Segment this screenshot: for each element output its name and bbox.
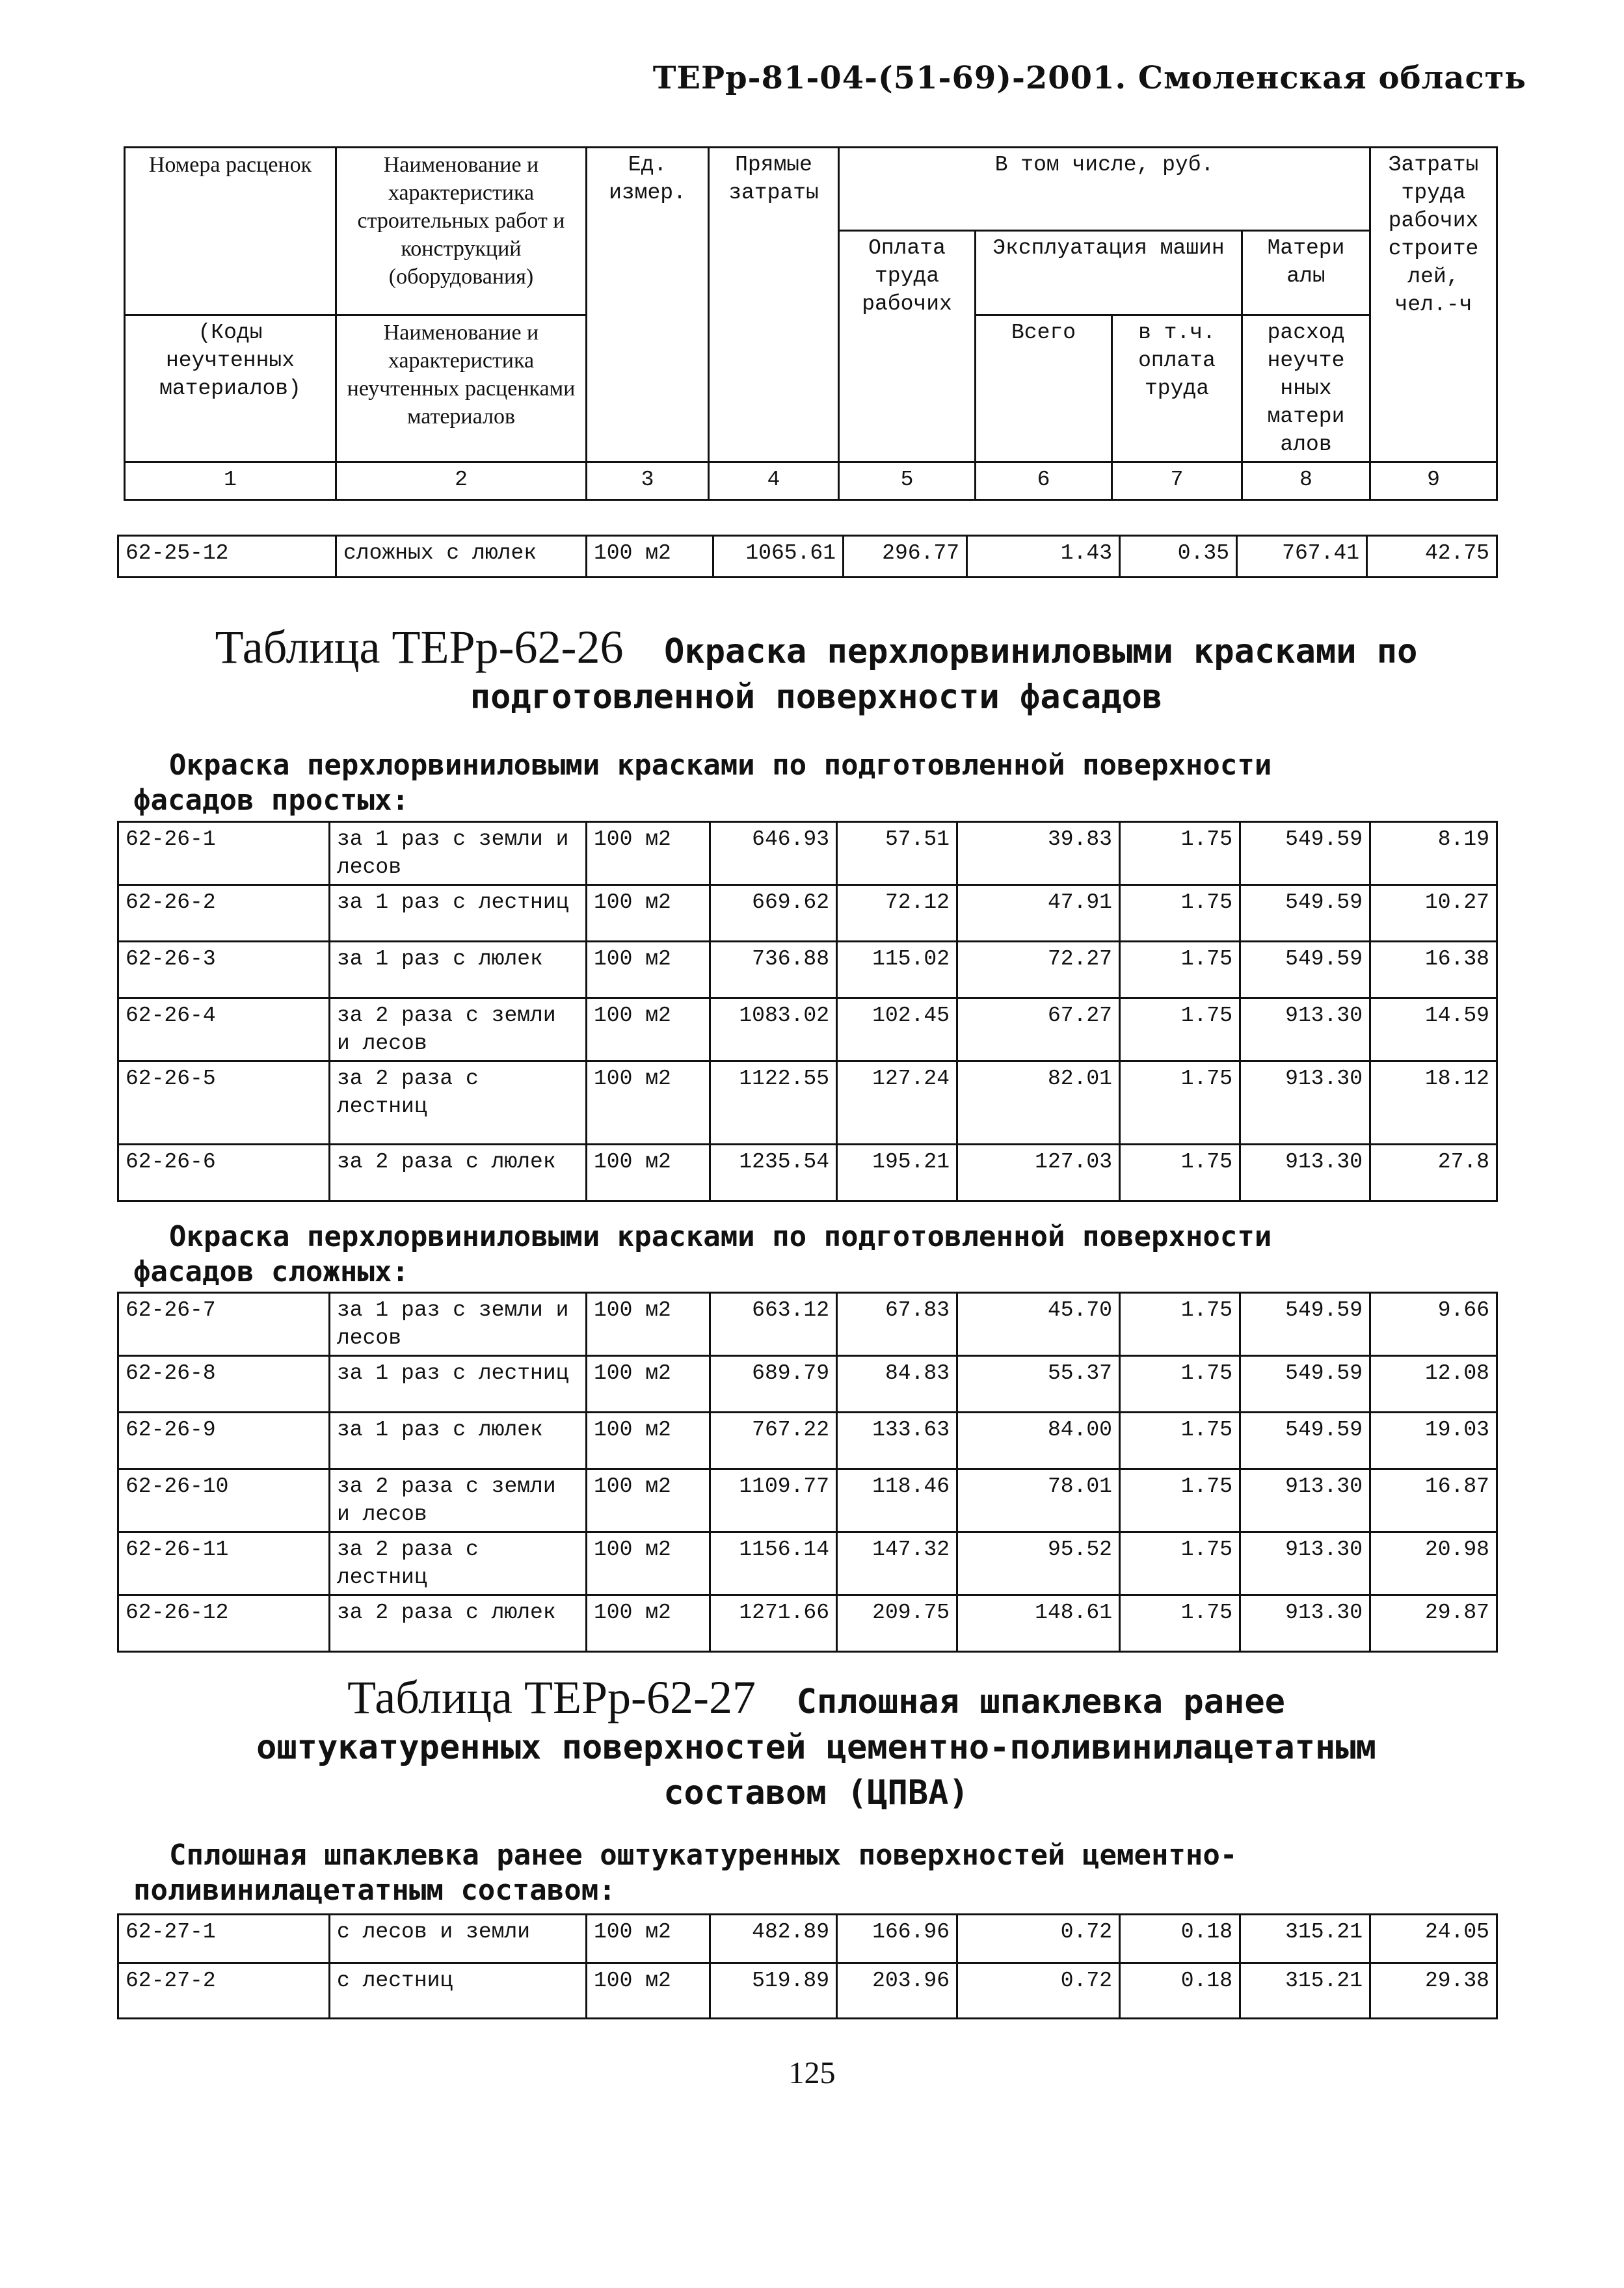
materials: 913.30 bbox=[1240, 998, 1370, 1061]
table-62-26-label: Таблица ТЕРр-62-26 bbox=[215, 621, 624, 673]
materials: 913.30 bbox=[1240, 1595, 1370, 1652]
machines-labor: 1.75 bbox=[1120, 1595, 1240, 1652]
labor-pay: 102.45 bbox=[837, 998, 957, 1061]
work-name: с лестниц bbox=[330, 1963, 587, 2019]
direct-costs: 1083.02 bbox=[710, 998, 837, 1061]
col2-bottom-header: Наименование и характеристика неучтенных расценками материалов bbox=[336, 315, 587, 462]
machines-labor: 1.75 bbox=[1120, 1293, 1240, 1356]
materials: 913.30 bbox=[1240, 1469, 1370, 1532]
column-number: 1 bbox=[125, 462, 336, 500]
labor-pay: 166.96 bbox=[837, 1915, 957, 1963]
labor-hours: 19.03 bbox=[1370, 1413, 1497, 1469]
table-62-26-heading bbox=[117, 621, 1515, 720]
machines-labor: 1.75 bbox=[1120, 1356, 1240, 1413]
direct-costs-header: Прямые затраты bbox=[709, 148, 839, 462]
machines-labor: 0.18 bbox=[1120, 1963, 1240, 2019]
machines-total: 55.37 bbox=[957, 1356, 1120, 1413]
table-62-27-heading bbox=[117, 1671, 1515, 1816]
rate-code: 62-26-3 bbox=[118, 942, 330, 998]
table-62-27-title-2: оштукатуренных поверхностей цементно-поливинилацетатным bbox=[256, 1728, 1376, 1767]
unit-header: Ед. измер. bbox=[587, 148, 709, 462]
machines-total: 39.83 bbox=[957, 822, 1120, 885]
direct-costs: 663.12 bbox=[710, 1293, 837, 1356]
column-header-table bbox=[124, 146, 1498, 501]
unit: 100 м2 bbox=[587, 1145, 710, 1201]
work-name: за 2 раза с лестниц bbox=[330, 1061, 587, 1145]
materials: 549.59 bbox=[1240, 822, 1370, 885]
labor-pay: 127.24 bbox=[837, 1061, 957, 1145]
unit: 100 м2 bbox=[587, 822, 710, 885]
putty-subtitle bbox=[117, 1838, 1515, 1908]
direct-costs: 689.79 bbox=[710, 1356, 837, 1413]
rate-code: 62-26-6 bbox=[118, 1145, 330, 1201]
machines-labor: 1.75 bbox=[1120, 998, 1240, 1061]
machines-header: Эксплуатация машин bbox=[976, 231, 1242, 315]
direct-costs: 519.89 bbox=[710, 1963, 837, 2019]
labor-pay: 67.83 bbox=[837, 1293, 957, 1356]
table-row bbox=[118, 1061, 1497, 1145]
table-row bbox=[118, 1532, 1497, 1595]
unit: 100 м2 bbox=[587, 1293, 710, 1356]
labor-hours: 42.75 bbox=[1367, 536, 1497, 578]
table-row bbox=[118, 822, 1497, 885]
unit: 100 м2 bbox=[587, 1061, 710, 1145]
column-number: 9 bbox=[1370, 462, 1497, 500]
labor-hours: 27.8 bbox=[1370, 1145, 1497, 1201]
direct-costs: 1122.55 bbox=[710, 1061, 837, 1145]
machines-total: 1.43 bbox=[967, 536, 1120, 578]
labor-pay: 84.83 bbox=[837, 1356, 957, 1413]
labor-pay: 115.02 bbox=[837, 942, 957, 998]
table-row bbox=[118, 1293, 1497, 1356]
work-name: за 1 раз с люлек bbox=[330, 1413, 587, 1469]
table-62-26-title-1: Окраска перхлорвиниловыми красками по bbox=[664, 632, 1418, 671]
col2-top-header: Наименование и характеристика строительных работ и конструкций (оборудования) bbox=[336, 148, 587, 315]
machines-labor: 0.18 bbox=[1120, 1915, 1240, 1963]
machines-labor: 1.75 bbox=[1120, 1532, 1240, 1595]
table-row bbox=[118, 1145, 1497, 1201]
table-row bbox=[118, 885, 1497, 942]
materials: 549.59 bbox=[1240, 1356, 1370, 1413]
labor-hours: 16.87 bbox=[1370, 1469, 1497, 1532]
direct-costs: 1271.66 bbox=[710, 1595, 837, 1652]
direct-costs: 767.22 bbox=[710, 1413, 837, 1469]
machines-labor: 1.75 bbox=[1120, 1469, 1240, 1532]
continuation-row-table bbox=[117, 535, 1498, 578]
rate-code: 62-26-1 bbox=[118, 822, 330, 885]
labor-hours: 29.38 bbox=[1370, 1963, 1497, 2019]
materials: 767.41 bbox=[1237, 536, 1367, 578]
labor-hours: 9.66 bbox=[1370, 1293, 1497, 1356]
machines-labor: 1.75 bbox=[1120, 822, 1240, 885]
unit: 100 м2 bbox=[587, 942, 710, 998]
machines-labor: 1.75 bbox=[1120, 1413, 1240, 1469]
work-name: за 1 раз с лестниц bbox=[330, 885, 587, 942]
labor-pay: 72.12 bbox=[837, 885, 957, 942]
labor-pay: 203.96 bbox=[837, 1963, 957, 2019]
machines-labor: 1.75 bbox=[1120, 1145, 1240, 1201]
column-number: 5 bbox=[839, 462, 976, 500]
rate-code: 62-26-8 bbox=[118, 1356, 330, 1413]
rate-code: 62-26-2 bbox=[118, 885, 330, 942]
machines-total: 0.72 bbox=[957, 1915, 1120, 1963]
complex-facades-table bbox=[117, 1292, 1498, 1653]
column-number: 7 bbox=[1112, 462, 1242, 500]
unit: 100 м2 bbox=[587, 1413, 710, 1469]
table-62-26-title-2: подготовленной поверхности фасадов bbox=[470, 678, 1163, 717]
labor-hours: 14.59 bbox=[1370, 998, 1497, 1061]
table-62-27-title-1: Сплошная шпаклевка ранее bbox=[796, 1683, 1285, 1722]
materials-header: Матери алы bbox=[1242, 231, 1370, 315]
rate-code: 62-25-12 bbox=[118, 536, 336, 578]
rate-code: 62-26-9 bbox=[118, 1413, 330, 1469]
machines-total: 82.01 bbox=[957, 1061, 1120, 1145]
rate-code: 62-26-5 bbox=[118, 1061, 330, 1145]
machines-total: 84.00 bbox=[957, 1413, 1120, 1469]
rate-code: 62-27-1 bbox=[118, 1915, 330, 1963]
simple-facades-subtitle bbox=[117, 748, 1515, 818]
materials: 315.21 bbox=[1240, 1963, 1370, 2019]
work-name: за 2 раза с земли и лесов bbox=[330, 1469, 587, 1532]
machines-total: 45.70 bbox=[957, 1293, 1120, 1356]
page-number: 125 bbox=[788, 2056, 836, 2090]
direct-costs: 646.93 bbox=[710, 822, 837, 885]
machines-total: 95.52 bbox=[957, 1532, 1120, 1595]
unit: 100 м2 bbox=[587, 536, 713, 578]
complex-subtitle-line1: Окраска перхлорвиниловыми красками по подготовленной поверхности bbox=[169, 1220, 1272, 1253]
machines-total: 148.61 bbox=[957, 1595, 1120, 1652]
column-number: 8 bbox=[1242, 462, 1370, 500]
labor-hours: 24.05 bbox=[1370, 1915, 1497, 1963]
labor-pay: 296.77 bbox=[844, 536, 967, 578]
unit: 100 м2 bbox=[587, 998, 710, 1061]
table-row bbox=[118, 1413, 1497, 1469]
table-62-27-label: Таблица ТЕРр-62-27 bbox=[347, 1671, 756, 1723]
rate-code: 62-26-12 bbox=[118, 1595, 330, 1652]
materials: 315.21 bbox=[1240, 1915, 1370, 1963]
labor-pay: 118.46 bbox=[837, 1469, 957, 1532]
materials: 913.30 bbox=[1240, 1145, 1370, 1201]
labor-hours: 16.38 bbox=[1370, 942, 1497, 998]
machines-total: 47.91 bbox=[957, 885, 1120, 942]
unaccounted-materials-header: расход неучте нных матери алов bbox=[1242, 315, 1370, 462]
work-name: за 2 раза с люлек bbox=[330, 1595, 587, 1652]
direct-costs: 669.62 bbox=[710, 885, 837, 942]
table-row bbox=[118, 942, 1497, 998]
labor-pay: 209.75 bbox=[837, 1595, 957, 1652]
machines-total: 78.01 bbox=[957, 1469, 1120, 1532]
table-62-27-title-3: составом (ЦПВА) bbox=[663, 1774, 969, 1813]
work-name: за 2 раза с люлек bbox=[330, 1145, 587, 1201]
machines-labor: 0.35 bbox=[1120, 536, 1237, 578]
complex-facades-subtitle bbox=[117, 1219, 1515, 1290]
machines-total-header: Всего bbox=[976, 315, 1112, 462]
machines-labor: 1.75 bbox=[1120, 942, 1240, 998]
putty-table bbox=[117, 1913, 1498, 2019]
complex-subtitle-line2: фасадов сложных: bbox=[133, 1255, 409, 1288]
labor-pay-header: Оплата труда рабочих bbox=[839, 231, 976, 462]
labor-hours: 18.12 bbox=[1370, 1061, 1497, 1145]
table-row bbox=[118, 998, 1497, 1061]
unit: 100 м2 bbox=[587, 885, 710, 942]
materials: 549.59 bbox=[1240, 1293, 1370, 1356]
running-title: ТЕРр-81-04-(51-69)-2001. Смоленская область bbox=[652, 60, 1526, 96]
labor-pay: 195.21 bbox=[837, 1145, 957, 1201]
simple-subtitle-line1: Окраска перхлорвиниловыми красками по подготовленной поверхности bbox=[169, 749, 1272, 782]
materials: 913.30 bbox=[1240, 1532, 1370, 1595]
rate-code: 62-27-2 bbox=[118, 1963, 330, 2019]
simple-facades-table bbox=[117, 821, 1498, 1202]
work-name: за 1 раз с земли и лесов bbox=[330, 822, 587, 885]
rate-code: 62-26-10 bbox=[118, 1469, 330, 1532]
table-row bbox=[118, 1356, 1497, 1413]
work-name: за 1 раз с люлек bbox=[330, 942, 587, 998]
column-number: 6 bbox=[976, 462, 1112, 500]
labor-hours: 29.87 bbox=[1370, 1595, 1497, 1652]
work-name: за 2 раза с лестниц bbox=[330, 1532, 587, 1595]
direct-costs: 736.88 bbox=[710, 942, 837, 998]
including-header: В том числе, руб. bbox=[839, 148, 1370, 231]
labor-cost-header: Затраты труда рабочих строите лей, чел.-ч bbox=[1370, 148, 1497, 462]
column-number: 4 bbox=[709, 462, 839, 500]
simple-subtitle-line2: фасадов простых: bbox=[133, 784, 409, 817]
rate-code: 62-26-11 bbox=[118, 1532, 330, 1595]
rate-code: 62-26-4 bbox=[118, 998, 330, 1061]
unit: 100 м2 bbox=[587, 1963, 710, 2019]
unit: 100 м2 bbox=[587, 1595, 710, 1652]
direct-costs: 1109.77 bbox=[710, 1469, 837, 1532]
labor-hours: 12.08 bbox=[1370, 1356, 1497, 1413]
machines-labor-header: в т.ч. оплата труда bbox=[1112, 315, 1242, 462]
machines-total: 72.27 bbox=[957, 942, 1120, 998]
work-name: за 1 раз с земли и лесов bbox=[330, 1293, 587, 1356]
labor-hours: 10.27 bbox=[1370, 885, 1497, 942]
machines-total: 67.27 bbox=[957, 998, 1120, 1061]
rate-code: 62-26-7 bbox=[118, 1293, 330, 1356]
materials: 549.59 bbox=[1240, 942, 1370, 998]
labor-hours: 20.98 bbox=[1370, 1532, 1497, 1595]
machines-labor: 1.75 bbox=[1120, 885, 1240, 942]
machines-total: 127.03 bbox=[957, 1145, 1120, 1201]
unit: 100 м2 bbox=[587, 1469, 710, 1532]
machines-labor: 1.75 bbox=[1120, 1061, 1240, 1145]
work-name: сложных с люлек bbox=[336, 536, 587, 578]
table-row bbox=[118, 1595, 1497, 1652]
direct-costs: 1156.14 bbox=[710, 1532, 837, 1595]
unit: 100 м2 bbox=[587, 1915, 710, 1963]
machines-total: 0.72 bbox=[957, 1963, 1120, 2019]
table-row bbox=[118, 1469, 1497, 1532]
putty-subtitle-line2: поливинилацетатным составом: bbox=[133, 1874, 616, 1907]
table-row bbox=[118, 1963, 1497, 2019]
table-row bbox=[118, 1915, 1497, 1963]
column-number: 3 bbox=[587, 462, 709, 500]
materials: 549.59 bbox=[1240, 885, 1370, 942]
col1-top-header: Номера расценок bbox=[125, 148, 336, 315]
unit: 100 м2 bbox=[587, 1532, 710, 1595]
unit: 100 м2 bbox=[587, 1356, 710, 1413]
work-name: с лесов и земли bbox=[330, 1915, 587, 1963]
materials: 913.30 bbox=[1240, 1061, 1370, 1145]
labor-pay: 147.32 bbox=[837, 1532, 957, 1595]
labor-pay: 133.63 bbox=[837, 1413, 957, 1469]
work-name: за 2 раза с земли и лесов bbox=[330, 998, 587, 1061]
column-number: 2 bbox=[336, 462, 587, 500]
labor-pay: 57.51 bbox=[837, 822, 957, 885]
direct-costs: 1235.54 bbox=[710, 1145, 837, 1201]
col1-bottom-header: (Коды неучтенных материалов) bbox=[125, 315, 336, 462]
work-name: за 1 раз с лестниц bbox=[330, 1356, 587, 1413]
direct-costs: 482.89 bbox=[710, 1915, 837, 1963]
direct-costs: 1065.61 bbox=[713, 536, 844, 578]
putty-subtitle-line1: Сплошная шпаклевка ранее оштукатуренных поверхностей цементно- bbox=[169, 1839, 1238, 1872]
labor-hours: 8.19 bbox=[1370, 822, 1497, 885]
materials: 549.59 bbox=[1240, 1413, 1370, 1469]
table-row bbox=[118, 536, 1497, 578]
